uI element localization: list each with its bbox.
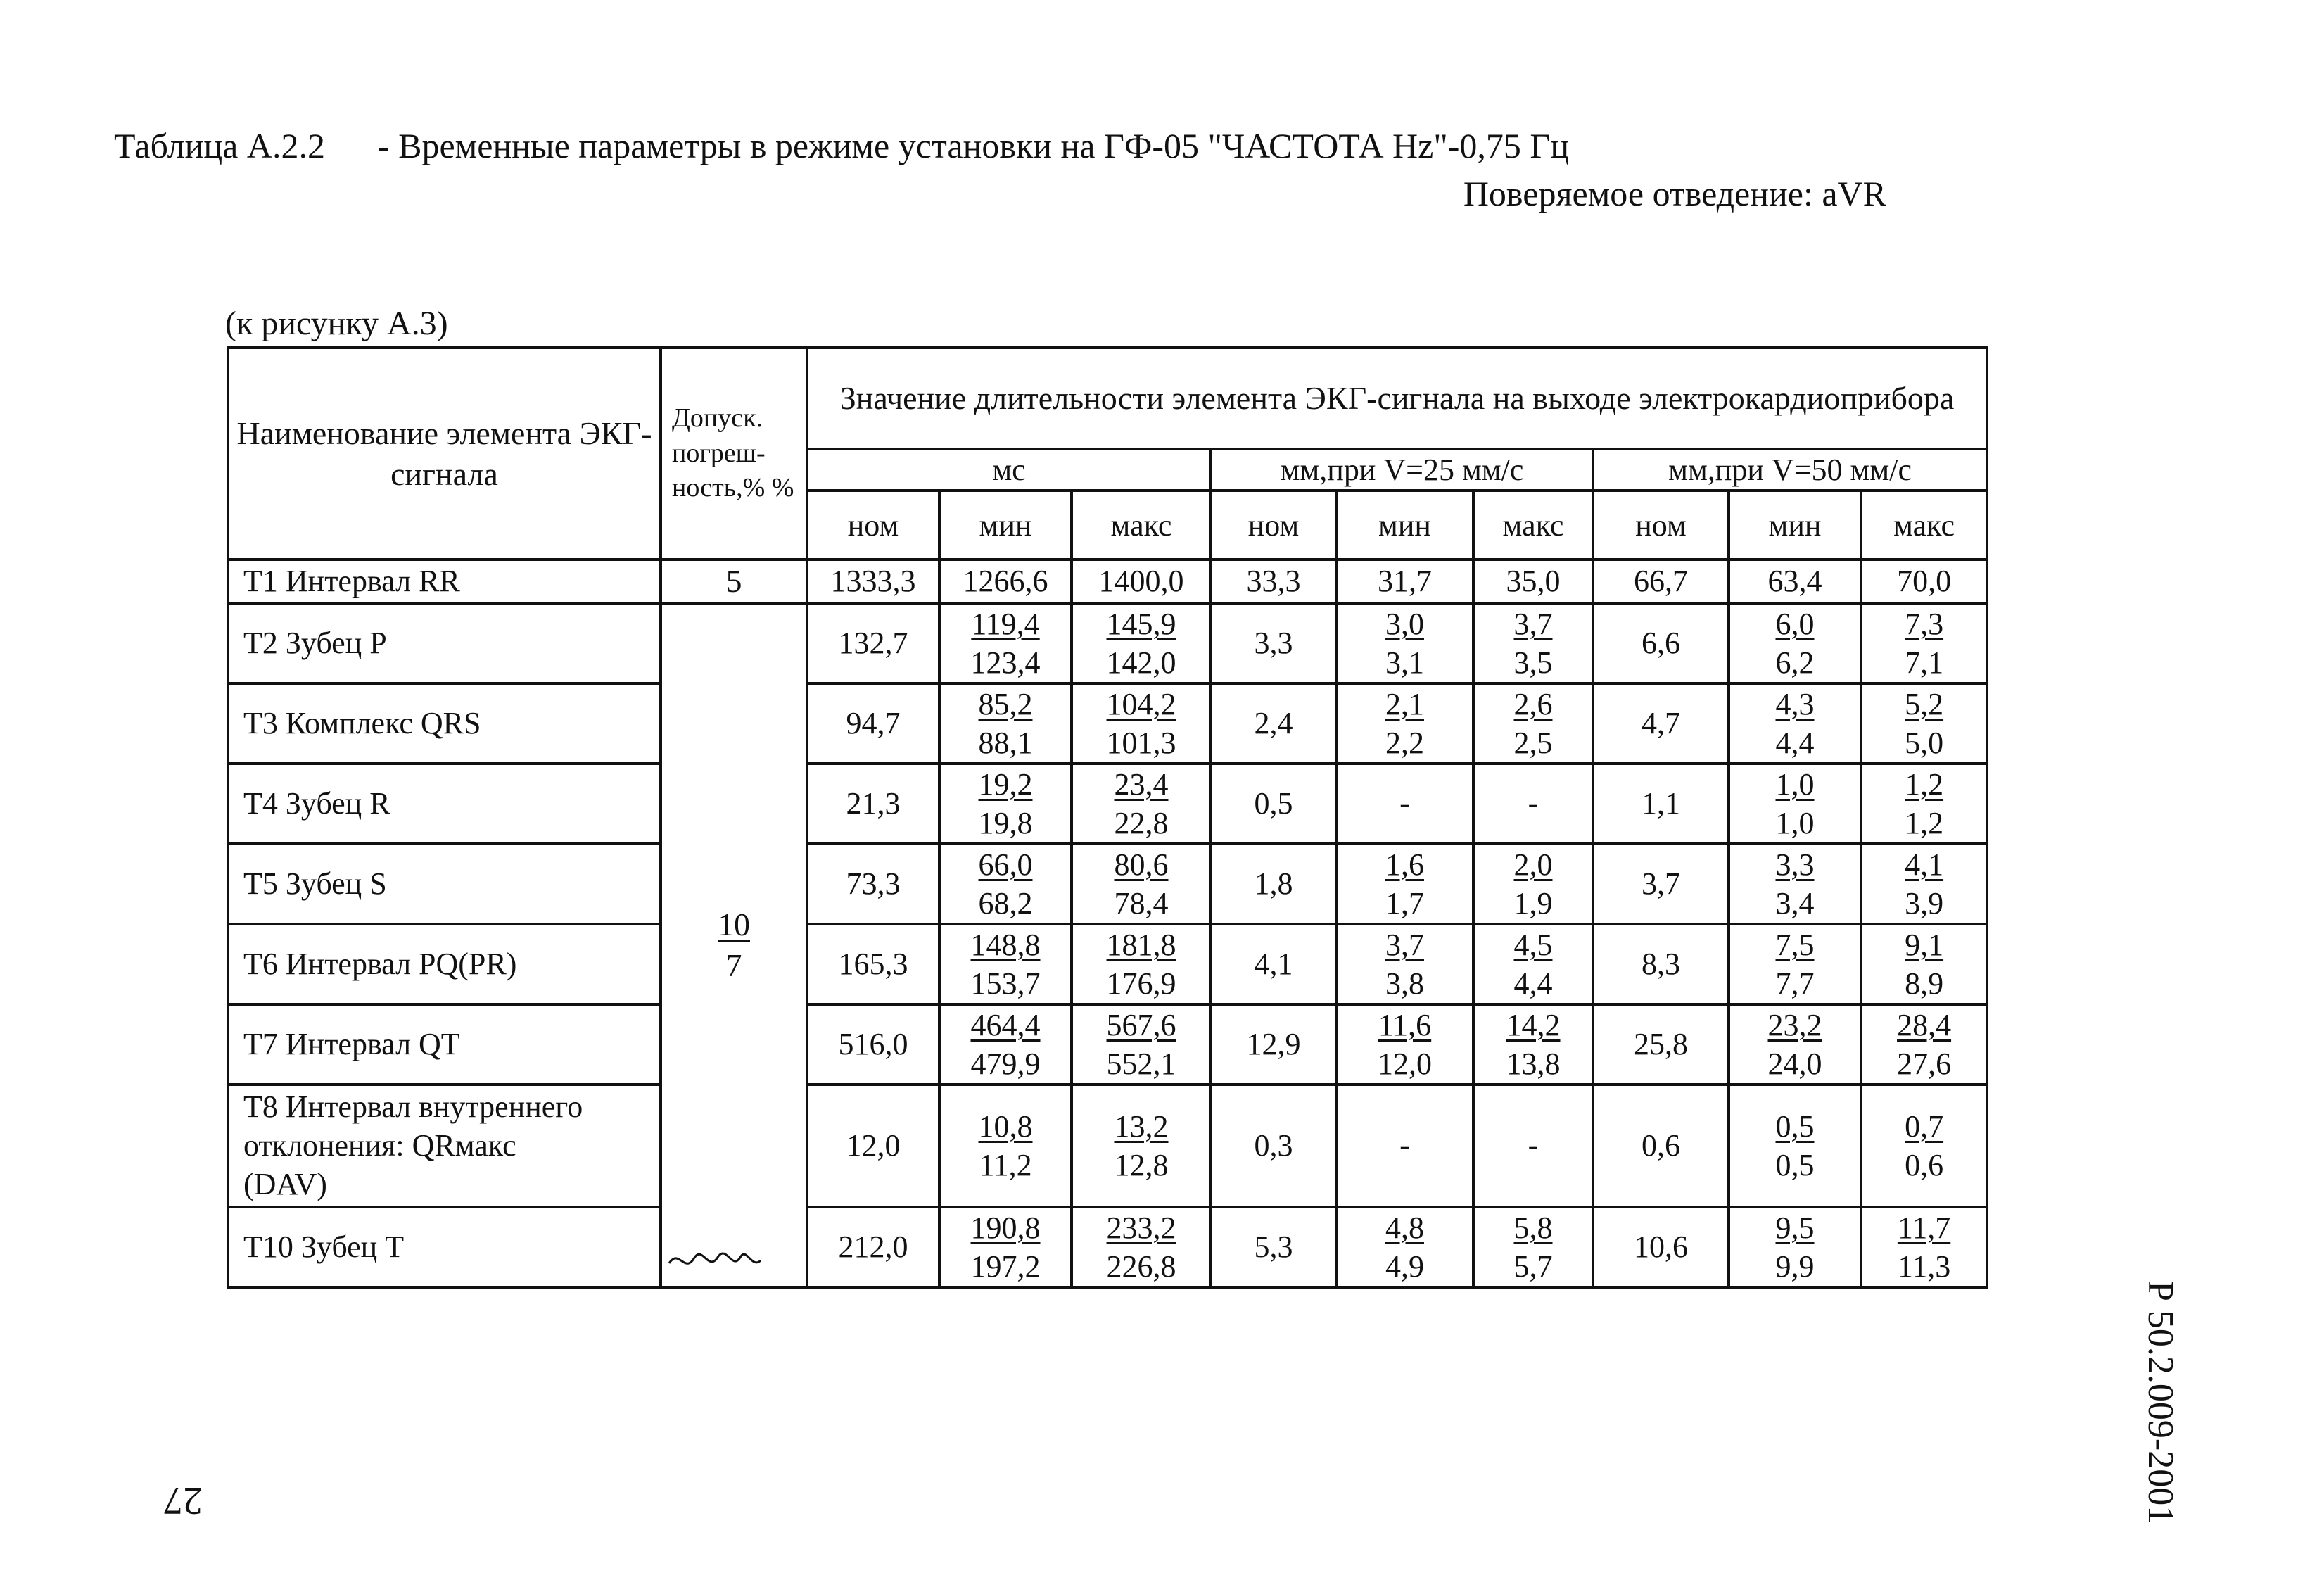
row-tolerance-merged — [661, 603, 807, 1287]
row-name: Т5 Зубец S — [228, 844, 661, 924]
table-caption: Временные параметры в режиме установки на ГФ-05 "ЧАСТОТА Hz"-0,75 Гц — [398, 126, 1570, 165]
cell: 66,0 68,2 — [939, 844, 1072, 924]
cell: 4,8 4,9 — [1336, 1207, 1473, 1287]
cell: 11,6 12,0 — [1336, 1004, 1473, 1085]
cell: 66,7 — [1593, 560, 1729, 603]
row-name: Т2 Зубец Р — [228, 603, 661, 683]
cell: 1,2 1,2 — [1861, 764, 1987, 844]
cell: 80,6 78,4 — [1072, 844, 1211, 924]
cell: 165,3 — [807, 924, 939, 1004]
cell: 31,7 — [1336, 560, 1473, 603]
header-ms-max: макс — [1072, 491, 1211, 560]
table-row — [228, 924, 1987, 1004]
cell: 0,7 0,6 — [1861, 1085, 1987, 1207]
cell: - — [1473, 764, 1593, 844]
cell: 25,8 — [1593, 1004, 1729, 1085]
cell: 4,5 4,4 — [1473, 924, 1593, 1004]
header-ms-nom: ном — [807, 491, 939, 560]
row-name: Т1 Интервал RR — [228, 560, 661, 603]
cell: 1,1 — [1593, 764, 1729, 844]
cell: 13,2 12,8 — [1072, 1085, 1211, 1207]
cell: 3,3 — [1211, 603, 1336, 683]
table-row — [228, 1004, 1987, 1085]
figure-reference: (к рисунку А.3) — [225, 305, 448, 342]
cell: 2,4 — [1211, 683, 1336, 764]
cell: 132,7 — [807, 603, 939, 683]
table-row — [228, 844, 1987, 924]
cell: 70,0 — [1861, 560, 1987, 603]
cell: 10,8 11,2 — [939, 1085, 1072, 1207]
cell: 190,8 197,2 — [939, 1207, 1072, 1287]
cell: 3,3 3,4 — [1729, 844, 1861, 924]
cell: 464,4 479,9 — [939, 1004, 1072, 1085]
cell: 5,8 5,7 — [1473, 1207, 1593, 1287]
header-element-name: Наименование элемента ЭКГ-сигнала — [228, 348, 661, 560]
cell: 85,2 88,1 — [939, 683, 1072, 764]
cell: 1,6 1,7 — [1336, 844, 1473, 924]
cell: 21,3 — [807, 764, 939, 844]
cell: 6,0 6,2 — [1729, 603, 1861, 683]
cell: 4,1 3,9 — [1861, 844, 1987, 924]
cell: 233,2 226,8 — [1072, 1207, 1211, 1287]
cell: 10,6 — [1593, 1207, 1729, 1287]
title-dash: - — [377, 126, 390, 165]
cell: - — [1336, 1085, 1473, 1207]
cell: 4,3 4,4 — [1729, 683, 1861, 764]
cell: 181,8 176,9 — [1072, 924, 1211, 1004]
row-name: Т10 Зубец Т — [228, 1207, 661, 1287]
row-tolerance: 5 — [661, 560, 807, 603]
cell: 12,9 — [1211, 1004, 1336, 1085]
cell: 7,5 7,7 — [1729, 924, 1861, 1004]
cell: 63,4 — [1729, 560, 1861, 603]
lead-note: Поверяемое отведение: aVR — [1463, 174, 1886, 213]
cell: 104,2 101,3 — [1072, 683, 1211, 764]
page-number: 27 — [163, 1479, 203, 1522]
cell: - — [1336, 764, 1473, 844]
cell: 0,5 0,5 — [1729, 1085, 1861, 1207]
cell: 23,4 22,8 — [1072, 764, 1211, 844]
cell: 1333,3 — [807, 560, 939, 603]
table-row — [228, 1085, 1987, 1207]
cell: 19,2 19,8 — [939, 764, 1072, 844]
cell: 567,6 552,1 — [1072, 1004, 1211, 1085]
cell: 11,7 11,3 — [1861, 1207, 1987, 1287]
header-v50-nom: ном — [1593, 491, 1729, 560]
cell: 1,0 1,0 — [1729, 764, 1861, 844]
header-value: Значение длительности элемента ЭКГ-сигнала на выходе электрокардиоприбора — [807, 348, 1987, 449]
cell: 3,7 — [1593, 844, 1729, 924]
cell: 3,7 3,5 — [1473, 603, 1593, 683]
cell: 9,1 8,9 — [1861, 924, 1987, 1004]
row-name: Т4 Зубец R — [228, 764, 661, 844]
row-name: Т6 Интервал PQ(PR) — [228, 924, 661, 1004]
cell: 3,7 3,8 — [1336, 924, 1473, 1004]
tolerance-top: 10 — [718, 906, 750, 942]
cell: 2,1 2,2 — [1336, 683, 1473, 764]
table-row — [228, 683, 1987, 764]
table-label: Таблица А.2.2 — [114, 126, 325, 165]
cell: 2,0 1,9 — [1473, 844, 1593, 924]
header-v25-min: мин — [1336, 491, 1473, 560]
cell: 1,8 — [1211, 844, 1336, 924]
cell: 5,2 5,0 — [1861, 683, 1987, 764]
cell: 1400,0 — [1072, 560, 1211, 603]
row-name: Т3 Комплекс QRS — [228, 683, 661, 764]
header-group-v25: мм,при V=25 мм/с — [1211, 449, 1593, 491]
cell: 212,0 — [807, 1207, 939, 1287]
cell: 145,9 142,0 — [1072, 603, 1211, 683]
cell: 23,2 24,0 — [1729, 1004, 1861, 1085]
cell: 8,3 — [1593, 924, 1729, 1004]
cell: 73,3 — [807, 844, 939, 924]
cell: 7,3 7,1 — [1861, 603, 1987, 683]
row-name: Т7 Интервал QT — [228, 1004, 661, 1085]
table-row — [228, 560, 1987, 603]
cell: 12,0 — [807, 1085, 939, 1207]
cell: 14,2 13,8 — [1473, 1004, 1593, 1085]
header-v25-max: макс — [1473, 491, 1593, 560]
cell: 6,6 — [1593, 603, 1729, 683]
cell: 4,1 — [1211, 924, 1336, 1004]
cell: 28,4 27,6 — [1861, 1004, 1987, 1085]
cell: 516,0 — [807, 1004, 939, 1085]
table-title — [114, 125, 1569, 166]
table-row — [228, 764, 1987, 844]
table-row — [228, 603, 1987, 683]
cell: 9,5 9,9 — [1729, 1207, 1861, 1287]
cell: 0,3 — [1211, 1085, 1336, 1207]
cell: 119,4 123,4 — [939, 603, 1072, 683]
header-group-v50: мм,при V=50 мм/с — [1593, 449, 1987, 491]
header-ms-min: мин — [939, 491, 1072, 560]
cell: 0,5 — [1211, 764, 1336, 844]
tolerance-bottom: 7 — [725, 947, 742, 983]
header-v50-max: макс — [1861, 491, 1987, 560]
cell: 148,8 153,7 — [939, 924, 1072, 1004]
cell: 35,0 — [1473, 560, 1593, 603]
cell: 4,7 — [1593, 683, 1729, 764]
cell: 2,6 2,5 — [1473, 683, 1593, 764]
header-v50-min: мин — [1729, 491, 1861, 560]
document-id: Р 50.2.009-2001 — [2140, 1281, 2180, 1524]
cell: 94,7 — [807, 683, 939, 764]
handwritten-mark — [665, 1241, 770, 1283]
header-v25-nom: ном — [1211, 491, 1336, 560]
cell: - — [1473, 1085, 1593, 1207]
cell: 33,3 — [1211, 560, 1336, 603]
header-group-ms: мс — [807, 449, 1211, 491]
cell: 3,0 3,1 — [1336, 603, 1473, 683]
cell: 0,6 — [1593, 1085, 1729, 1207]
ecg-parameters-table — [227, 346, 1988, 1289]
row-name: Т8 Интервал внутреннего отклонения: QRмакс (DAV) — [228, 1085, 661, 1207]
header-tolerance: Допуск. погреш-ность,% % — [661, 348, 807, 560]
cell: 1266,6 — [939, 560, 1072, 603]
table-row — [228, 1207, 1987, 1287]
cell: 5,3 — [1211, 1207, 1336, 1287]
